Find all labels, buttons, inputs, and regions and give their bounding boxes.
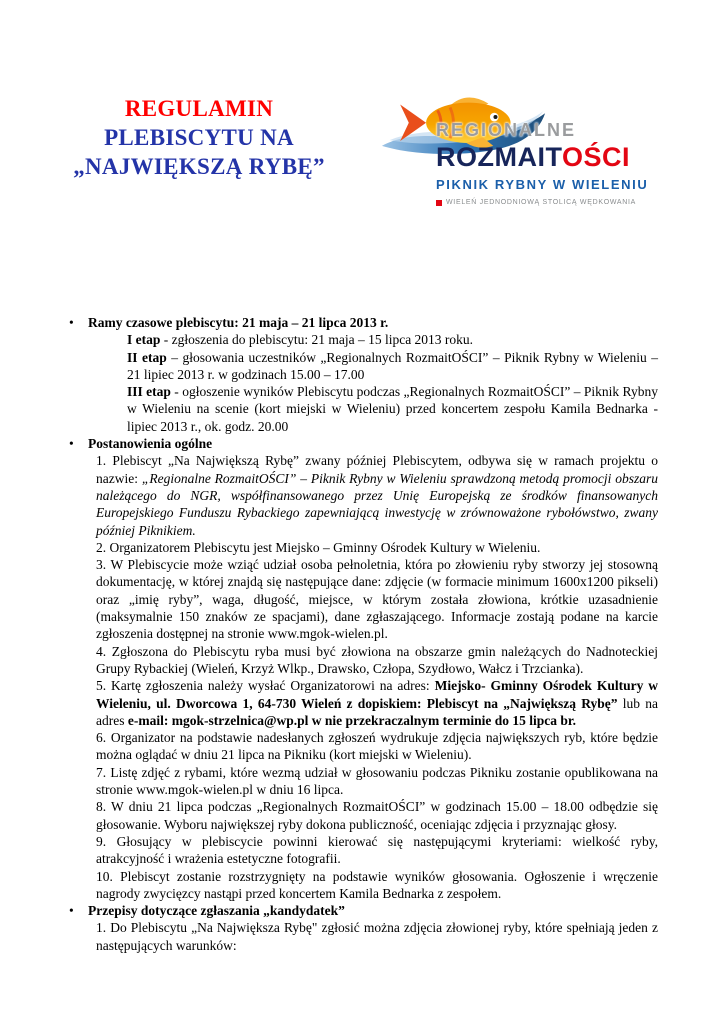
title-line-plebiscytu: PLEBISCYTU NA	[104, 125, 294, 150]
list-paragraph-9	[96, 833, 658, 868]
list-paragraph-5	[96, 677, 658, 729]
tagline-marker-icon	[436, 200, 442, 206]
list-paragraph-etap-2	[127, 349, 658, 384]
logo-piknik-label: PIKNIK RYBNY W WIELENIU	[436, 177, 649, 192]
logo-text-block	[436, 120, 664, 206]
section-ramy-czasowe	[66, 314, 658, 435]
bullet-icon: •	[69, 436, 74, 452]
text-run: 1. Do Plebiscytu „Na Największa Rybę" zgłosić można zdjęcia złowionej ryby, które spełniają jeden z następujących warunków:	[96, 920, 658, 953]
list-paragraph-2	[96, 539, 658, 556]
text-run: 5. Kartę zgłoszenia należy wysłać Organizatorowi na adres:	[96, 678, 435, 694]
text-run: II etap	[127, 349, 167, 365]
text-run: 1. Plebiscyt „Na Największą Rybę” zwany później Plebiscytem, odbywa się w ramach projektu o nazwie:	[96, 453, 658, 486]
text-run: „Regionalne RozmaitOŚCI” – Piknik Rybny w Wieleniu sprawdzoną metodą promocji obszaru należącego do NGR, współfinansowanego przez Unię Europejską ze środków finansowanych Europejskiego Funduszu Rybackiego zapewniającą inwestycję w zrównoważone rybołówstwo	[96, 470, 658, 521]
list-paragraph-1	[96, 919, 658, 954]
text-run: lub na adres	[96, 695, 658, 728]
section-przepisy-zglaszania	[66, 902, 658, 954]
list-paragraph-6	[96, 729, 658, 764]
title-line-rybe: „NAJWIĘKSZĄ RYBĘ”	[73, 154, 325, 179]
list-paragraph-10	[96, 868, 658, 903]
document-title	[60, 94, 338, 181]
text-run: 10. Plebiscyt zostanie rozstrzygnięty na podstawie wyników głosowania. Ogłoszenie i wręczenie nagrody zwycięzcy nastąpi przed koncertem Kamila Bednarka z zespołem.	[96, 868, 658, 901]
text-run: 8. W dniu 21 lipca podczas „Regionalnych RozmaitOŚCI” w godzinach 15.00 – 18.00 odbędzie się głosowanie. Wyboru największej ryby dokona publiczność, oceniając zdjęcia i przyznając głosy.	[96, 799, 658, 832]
list-paragraph-8	[96, 798, 658, 833]
event-logo	[374, 84, 664, 234]
text-run: 6. Organizator na podstawie nadesłanych zgłoszeń wydrukuje zdjęcia największych ryb, które będzie można oglądać w dniu 21 lipca na Pikniku (kort miejski w Wieleniu).	[96, 730, 658, 763]
text-run: III etap	[127, 384, 171, 400]
tagline-text: WIELEŃ JEDNODNIOWĄ STOLICĄ WĘDKOWANIA	[446, 199, 637, 206]
text-run: 2. Organizatorem Plebiscytu jest Miejsko – Gminny Ośrodek Kultury w Wieleniu.	[96, 539, 541, 555]
text-run: Miejsko- Gminny Ośrodek Kultury w Wieleniu, ul. Dworcowa 1, 64-730 Wieleń z dopiskiem: Plebiscyt na „Największą Rybę”	[96, 678, 659, 711]
logo-rozmaitosci-label	[436, 142, 664, 173]
logo-regionalne-label: REGIONALNE	[436, 120, 577, 140]
logo-tagline	[436, 199, 664, 206]
bullet-icon: •	[69, 315, 74, 330]
text-run: – głosowania uczestników „Regionalnych RozmaitOŚCI” – Piknik Rybny w Wieleniu – 21 lipiec 2013 r. w godzinach 15.00 – 17.00	[127, 349, 658, 382]
title-line-regulamin: REGULAMIN	[124, 96, 274, 121]
section-heading: Ramy czasowe plebiscytu: 21 maja – 21 lipca 2013 r.	[88, 315, 389, 330]
text-run: - ogłoszenie wyników Plebiscytu podczas „Regionalnych RozmaitOŚCI” – Piknik Rybny w Wieleniu na scenie (kort miejski w Wieleniu) przed koncertem zespołu Kamila Bednarka - lipiec 2013 r., ok. godz. 20.00	[127, 384, 658, 434]
list-paragraph-3	[96, 556, 658, 642]
section-bullet-row	[66, 902, 658, 919]
text-run: 9. Głosujący w plebiscycie powinni kierować się następującymi kryteriami: wielkość ryby, atrakcyjność i wrażenia estetyczne fotografii.	[96, 833, 658, 867]
text-run: - zgłoszenia do plebiscytu: 21 maja – 15 lipca 2013 roku.	[160, 332, 474, 348]
section-bullet-row	[66, 435, 658, 452]
text-run: e-mail: mgok-strzelnica@wp.pl w nie przekraczalnym terminie do 15 lipca br.	[127, 712, 576, 728]
list-paragraph-7	[96, 764, 658, 799]
document-body	[66, 314, 658, 954]
section-postanowienia-ogolne	[66, 435, 658, 902]
list-paragraph-etap-1	[127, 331, 658, 348]
list-paragraph-etap-3	[127, 383, 658, 435]
bullet-icon: •	[69, 903, 74, 919]
logo-osci-part: OŚCI	[562, 142, 631, 172]
text-run: I etap	[127, 332, 161, 348]
list-paragraph-1	[96, 452, 658, 538]
text-run: 7. Listę zdjęć z rybami, które wezmą udział w głosowaniu podczas Pikniku zostanie opublikowana na stronie www.mgok-wielen.pl w dniu 16 lipca.	[96, 764, 658, 798]
text-run: , zwany później Piknikiem.	[96, 505, 659, 538]
section-heading: Postanowienia ogólne	[88, 436, 213, 452]
document-header	[66, 92, 658, 252]
logo-rozmait-part: ROZMAIT	[436, 142, 562, 172]
section-bullet-row	[66, 314, 658, 331]
text-run: 4. Zgłoszona do Plebiscytu ryba musi być złowiona na obszarze gmin należących do Nadnoteckiej Grupy Rybackiej (Wieleń, Krzyż Wlkp., Drawsko, Człopa, Szydłowo, Wałcz i Trzcianka).	[96, 643, 658, 676]
section-heading: Przepisy dotyczące zgłaszania „kandydatek”	[88, 903, 345, 919]
list-paragraph-4	[96, 643, 658, 678]
text-run: 3. W Plebiscycie może wziąć udział osoba pełnoletnia, która po złowieniu ryby stworzy jej stosowną dokumentację, w której znajdą się następujące dane: zdjęcie (w formacie minimum 1600x1200 pikseli) oraz „imię ryby”, waga, długość, miejsce, w którym została złowiona, krótkie uzasadnienie (maksymalnie 150 znaków ze spacjami), dane zgłaszającego. Informacje zostają podane na karcie zgłoszenia dostępnej na stronie www.mgok-wielen.pl.	[96, 557, 658, 642]
